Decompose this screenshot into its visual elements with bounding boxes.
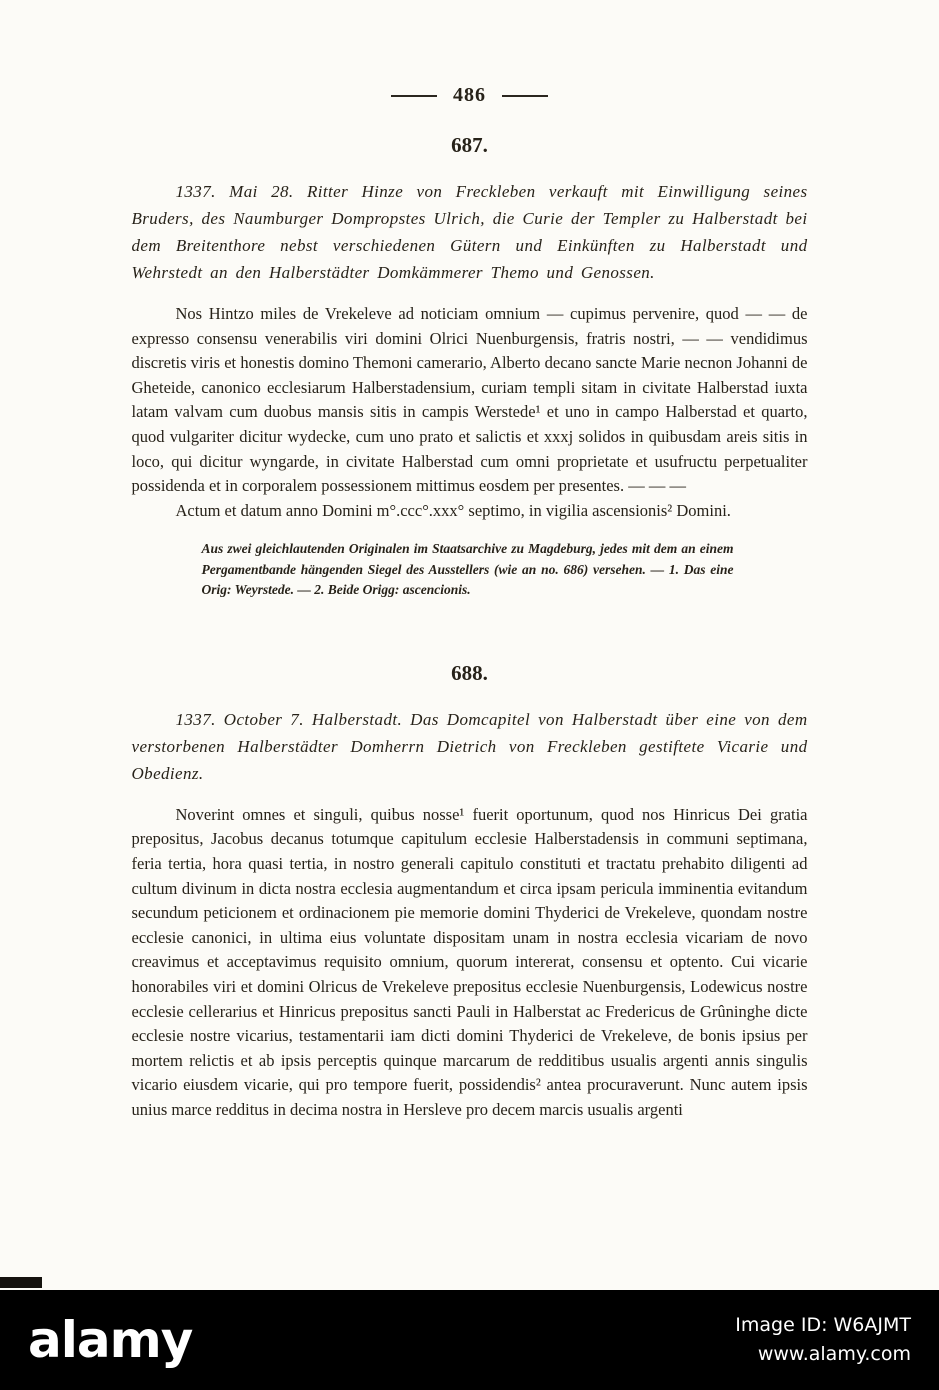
page-number: 486 [453,84,486,106]
watermark-metadata [735,1311,911,1369]
entry-688-body-paragraph: Noverint omnes et singuli, quibus nosse¹ fuerit oportunum, quod nos Hinricus Dei gratia prepositus, Jacobus decanus totumque capitulum ecclesie Halberstadensis in communi septimana, feria tertia, hora quasi tertia, in nostro generali capitulo constituti et tractatu prehabito diligenti ad cultum divinum in dicta nostra ecclesia augmentandum et circa ipsam pericula imminentia evitandum secundum peticionem et ordinacionem pie memorie domini Thyderici de Vrekeleve, quondam nostre ecclesie canonici, in ultima eius voluntate dispositam unam in nostra ecclesia vicariam de novo creavimus et acceptavimus requisito omnium, quorum intererat, consensu et optento. Cui vicarie honorabiles viri et domini Olricus de Vrekeleve prepositus ecclesie Nuenburgensis, Lodewicus nostre ecclesie cellerarius et Hinricus prepositus sancti Pauli in Halberstat ac Fredericus de Grûninghe dicte ecclesie nostre vicarius, testamentarii iam dicti domini Thyderici de Vrekeleve, de bonis ipsius per mortem relictis et ab ipsis perceptis quinque marcarum de redditibus usualis argenti annis singulis vicario eiusdem vicarie, qui pro tempore fuerit, possidendis² antea procuraverunt. Nunc autem ipsis unius marce redditus in decima nostra in Hersleve pro decem marcis usualis argenti [131,804,808,1119]
page-header [132,84,808,107]
page-number-left-rule [391,95,437,97]
entry-687-body-paragraph: Nos Hintzo miles de Vrekeleve ad noticiam omnium — cupimus pervenire, quod — — de expresso consensu venerabilis viri domini Olrici Nuenburgensis, fratris nostri, — — vendidimus discretis viris et honestis domino Themoni camerario, Alberto decano sancte Marie necnon Johanni de Gheteide, canonico ecclesiarum Halberstadensium, curiam templi sitam in civitate Halberstad iuxta latam valvam cum duobus mansis sitis in campis Werstede¹ et uno in campo Halberstad et quarto, quod vulgariter dicitur wydecke, cum uno prato et salictis et xxxj solidos in quibusdam areis sitis in loco, qui dicitur wyngarde, in civitate Halberstad cum omni proprietate et usufructu perpetualiter possidenda et in corporalem possessionem mittimus eosdem per presentes. — — — [131,304,808,496]
alamy-logo: alamy [28,1311,193,1369]
alamy-url: www.alamy.com [757,1343,911,1365]
page-content [132,0,808,1123]
entry-688-german-summary: 1337. October 7. Halberstadt. Das Domcapitel von Halberstadt über eine von dem verstorbenen Halberstädter Domherrn Dietrich von Freckleben gestiftete Vicarie und Obedienz. [131,709,808,783]
scan-artifact [0,1277,42,1288]
entry-687-source-footnote: Aus zwei gleichlautenden Originalen im Staatsarchive zu Magdeburg, jedes mit dem an einem Pergamentbande hängenden Siegel des Ausstellers (wie an no. 686) versehen. — 1. Das eine Orig: Weyrstede. — 2. Beide Origg: ascencionis. [201,541,734,598]
stock-photo-watermark-bar [0,1290,939,1390]
entry-number-688: 688. [451,660,488,685]
charter-entry-688 [132,661,808,1123]
entry-687-german-summary: 1337. Mai 28. Ritter Hinze von Freckleben verkauft mit Einwilligung seines Bruders, des Naumburger Dompropstes Ulrich, die Curie der Templer zu Halberstadt bei dem Breitenthore nebst verschiedenen Gütern und Einkünften zu Halberstadt und Wehrstedt an den Halberstädter Domkämmerer Themo und Genossen. [131,182,808,282]
entry-number-687: 687. [451,133,488,157]
charter-entry-687 [132,133,808,601]
entry-687-actum-line: Actum et datum anno Domini m°.ccc°.xxx° septimo, in vigilia ascensionis² Domini. [175,500,731,520]
page-number-right-rule [502,95,548,97]
image-id-label: Image ID: W6AJMT [735,1314,911,1336]
